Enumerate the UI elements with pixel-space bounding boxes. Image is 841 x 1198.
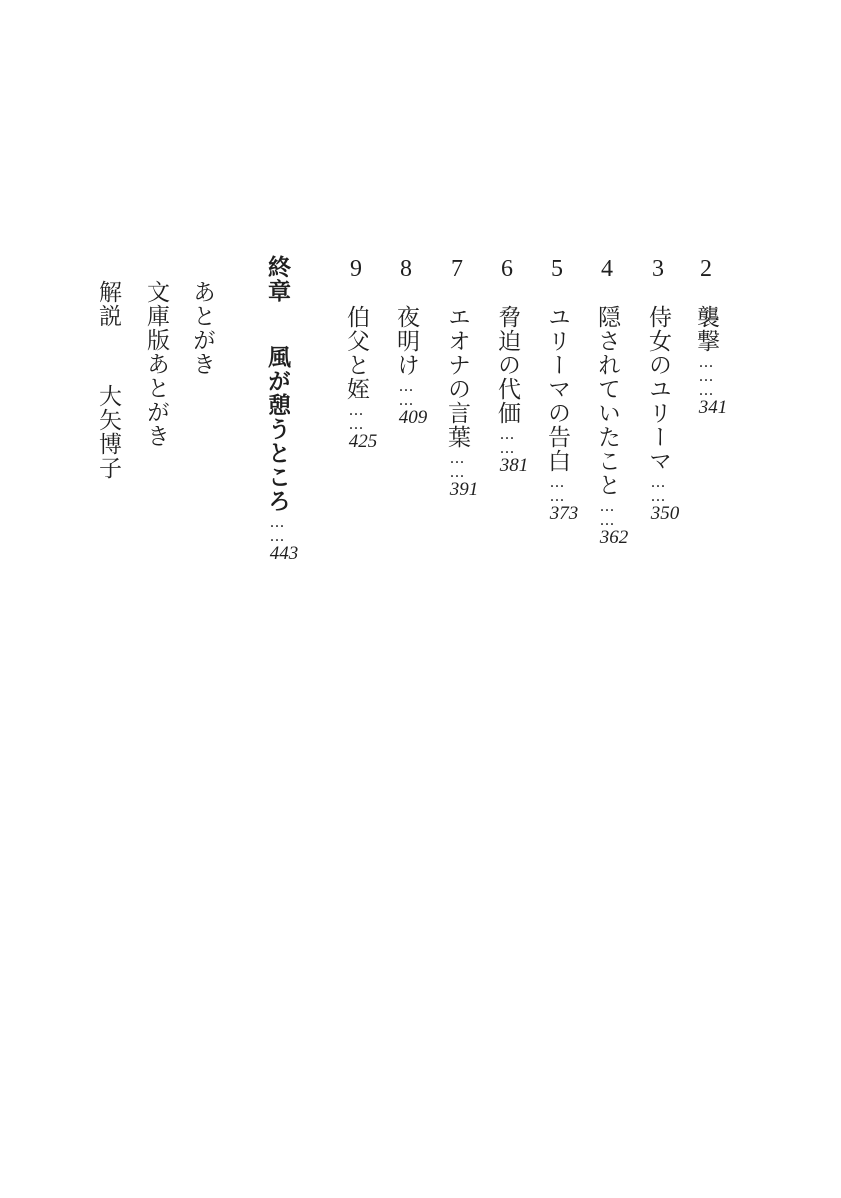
leader-dots: …… bbox=[548, 473, 566, 501]
leader-dots: …… bbox=[598, 497, 616, 525]
page-number: 409 bbox=[398, 407, 428, 428]
leader-dots: …… bbox=[268, 513, 286, 541]
toc-entry-3 bbox=[642, 255, 680, 525]
chapter-number: 9 bbox=[350, 256, 362, 282]
chapter-title: エオナの言葉 bbox=[444, 305, 470, 449]
chapter-number: 2 bbox=[700, 256, 712, 282]
leader-dots: …… bbox=[498, 425, 516, 453]
page-number: 443 bbox=[269, 543, 299, 564]
chapter-title: 隠されていたこと bbox=[594, 305, 620, 497]
chapter-title: 脅迫の代価 bbox=[494, 305, 520, 425]
toc-entry-7 bbox=[441, 255, 479, 501]
toc-entry-afterword bbox=[186, 280, 218, 376]
toc-entry-9 bbox=[340, 255, 378, 453]
commentary-title: 解説 bbox=[95, 280, 121, 328]
toc-entry-bunko-afterword bbox=[140, 280, 172, 448]
page-number: 362 bbox=[599, 527, 629, 548]
chapter-title: 襲撃 bbox=[693, 305, 719, 353]
chapter-number: 7 bbox=[451, 256, 463, 282]
chapter-title: ユリーマの告白 bbox=[544, 305, 570, 473]
toc-entry-2 bbox=[690, 255, 728, 419]
toc-entry-4 bbox=[591, 255, 629, 549]
page-number: 391 bbox=[449, 479, 479, 500]
chapter-number: 5 bbox=[551, 256, 563, 282]
toc-entry-commentary bbox=[92, 280, 124, 480]
toc-entry-6 bbox=[491, 255, 529, 477]
final-chapter-title: 風が憩うところ bbox=[264, 345, 290, 513]
chapter-number: 4 bbox=[601, 256, 613, 282]
page-number: 381 bbox=[499, 455, 529, 476]
page-number: 373 bbox=[549, 503, 579, 524]
toc-entry-5 bbox=[541, 255, 579, 525]
page-number: 350 bbox=[650, 503, 680, 524]
leader-dots: …… bbox=[347, 401, 365, 429]
leader-dots: …… bbox=[397, 377, 415, 405]
afterword-title: あとがき bbox=[189, 280, 215, 376]
toc-entry-final bbox=[261, 255, 299, 565]
chapter-number: 6 bbox=[501, 256, 513, 282]
final-chapter-label: 終章 bbox=[264, 255, 290, 303]
leader-dots: …… bbox=[649, 473, 667, 501]
commentator-name: 大矢博子 bbox=[95, 384, 121, 480]
leader-dots: …… bbox=[448, 449, 466, 477]
toc-entry-8 bbox=[390, 255, 428, 429]
page-number: 341 bbox=[698, 397, 728, 418]
leader-dots: ……… bbox=[697, 353, 715, 395]
chapter-number: 8 bbox=[400, 256, 412, 282]
page-number: 425 bbox=[348, 431, 378, 452]
chapter-title: 侍女のユリーマ bbox=[645, 305, 671, 473]
bunko-afterword-title: 文庫版あとがき bbox=[143, 280, 169, 448]
chapter-title: 夜明け bbox=[393, 305, 419, 377]
chapter-number: 3 bbox=[652, 256, 664, 282]
chapter-title: 伯父と姪 bbox=[343, 305, 369, 401]
